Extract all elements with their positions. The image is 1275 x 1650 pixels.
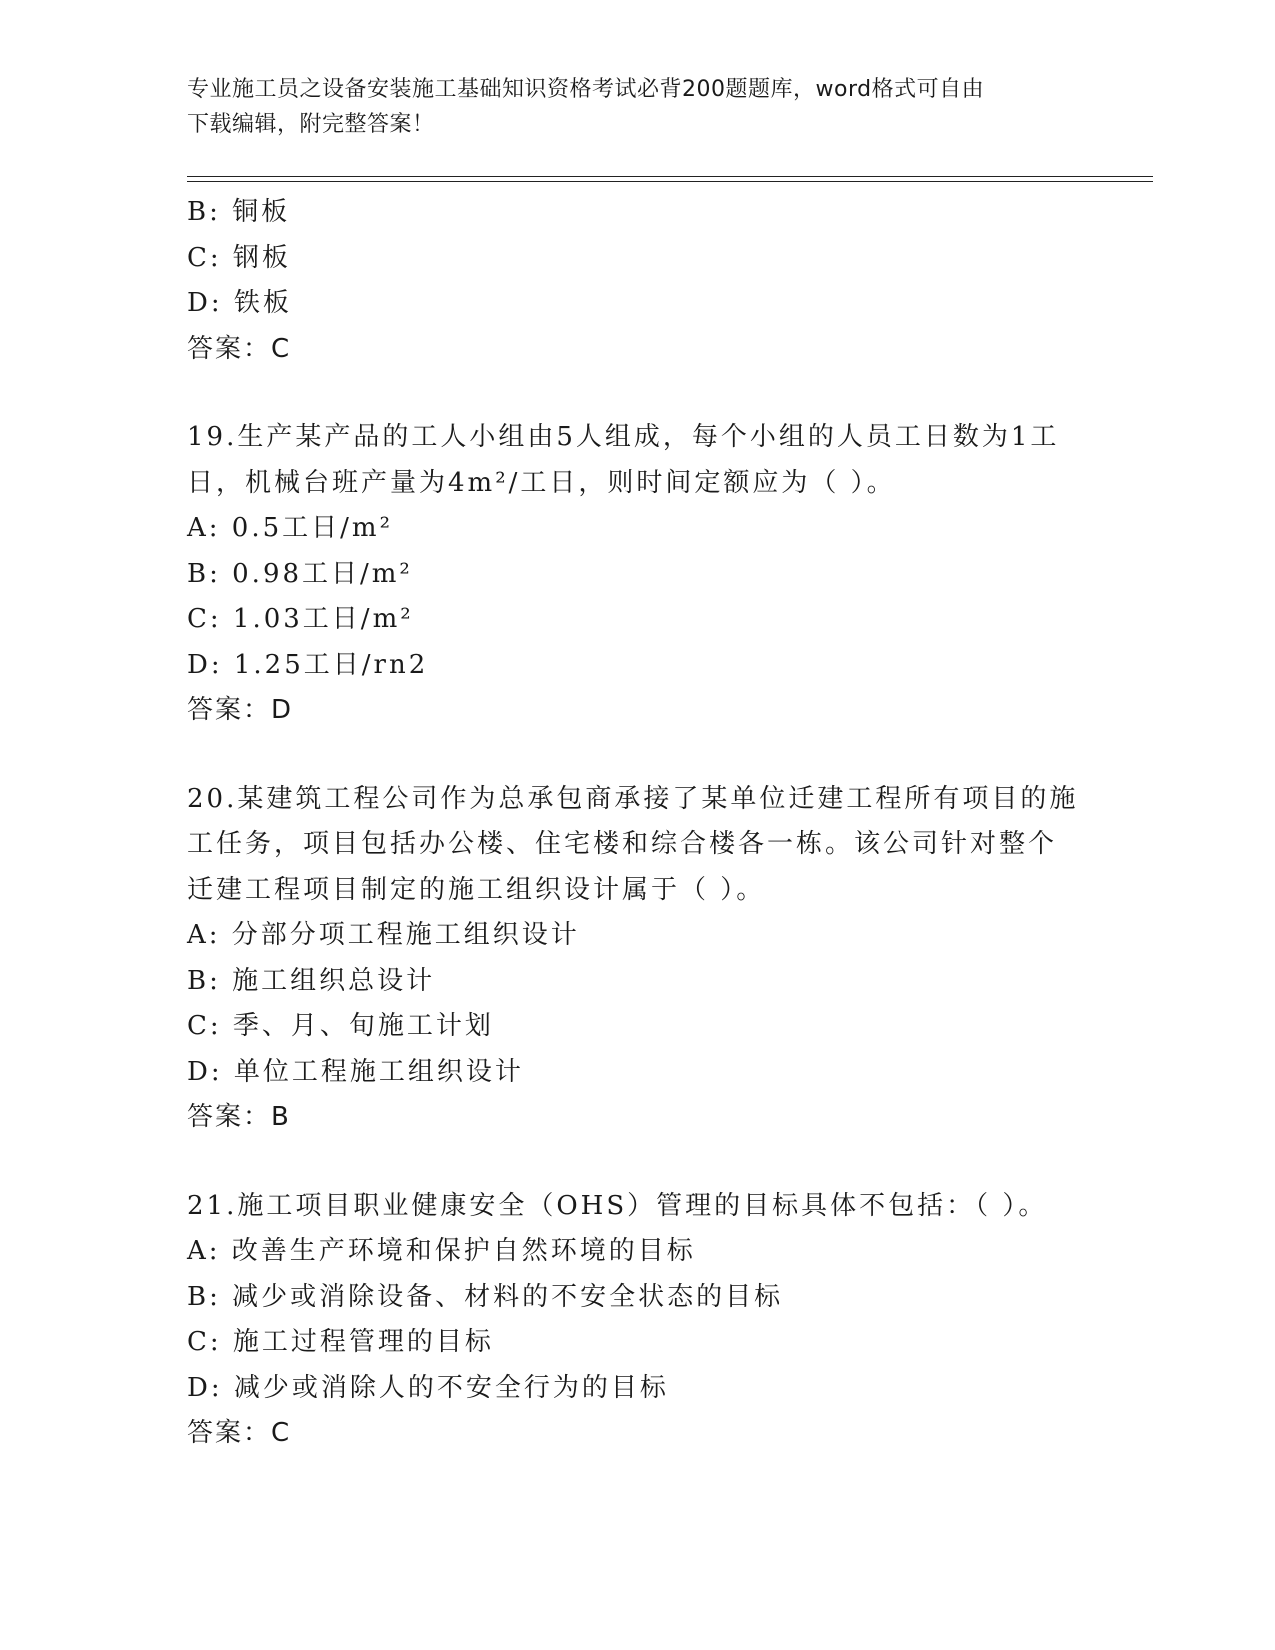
question-stem-line: 20.某建筑工程公司作为总承包商承接了某单位迁建工程所有项目的施 (187, 783, 1079, 814)
question-18 (187, 190, 1067, 372)
header-rule-top (187, 176, 1153, 177)
document-header (187, 72, 1067, 142)
question-content (187, 190, 1079, 1457)
option-b: B: 铜板 (187, 197, 291, 227)
question-stem-line: 迁建工程项目制定的施工组织设计属于（ ）。 (187, 874, 766, 905)
option-d: D: 单位工程施工组织设计 (187, 1056, 524, 1087)
header-line-1: 专业施工员之设备安装施工基础知识资格考试必背200题题库，word格式可自由 (187, 77, 985, 102)
question-stem-line: 工任务，项目包括办公楼、住宅楼和综合楼各一栋。该公司针对整个 (187, 829, 1058, 859)
option-a: A: 分部分项工程施工组织设计 (187, 920, 580, 950)
option-b: B: 施工组织总设计 (187, 965, 436, 996)
question-stem-line: 19.生产某产品的工人小组由5人组成，每个小组的人员工日数为1工 (187, 422, 1060, 452)
question-stem-line: 21.施工项目职业健康安全（OHS）管理的目标具体不包括：（ ）。 (187, 1190, 1048, 1221)
header-line-2: 下载编辑，附完整答案！ (187, 112, 435, 137)
option-d: D: 1.25工日/rn2 (187, 649, 429, 680)
question-stem-line: 日，机械台班产量为4m²/工日，则时间定额应为（ ）。 (187, 467, 896, 498)
option-b: B: 减少或消除设备、材料的不安全状态的目标 (187, 1281, 784, 1312)
question-21 (187, 1184, 1067, 1457)
answer: 答案：C (187, 333, 292, 364)
option-c: C: 钢板 (187, 242, 291, 273)
option-c: C: 施工过程管理的目标 (187, 1327, 494, 1357)
question-19 (187, 415, 1067, 734)
option-d: D: 铁板 (187, 288, 292, 318)
question-20 (187, 777, 1079, 1141)
answer: 答案：B (187, 1102, 291, 1132)
answer: 答案：C (187, 1418, 292, 1448)
option-c: C: 1.03工日/m² (187, 604, 414, 634)
answer: 答案：D (187, 695, 294, 725)
option-a: A: 改善生产环境和保护自然环境的目标 (187, 1236, 696, 1266)
header-rule-bottom (187, 181, 1153, 182)
option-a: A: 0.5工日/m² (187, 513, 393, 543)
option-c: C: 季、月、旬施工计划 (187, 1011, 494, 1041)
option-d: D: 减少或消除人的不安全行为的目标 (187, 1372, 669, 1403)
option-b: B: 0.98工日/m² (187, 558, 413, 589)
document-page (187, 0, 1147, 1650)
